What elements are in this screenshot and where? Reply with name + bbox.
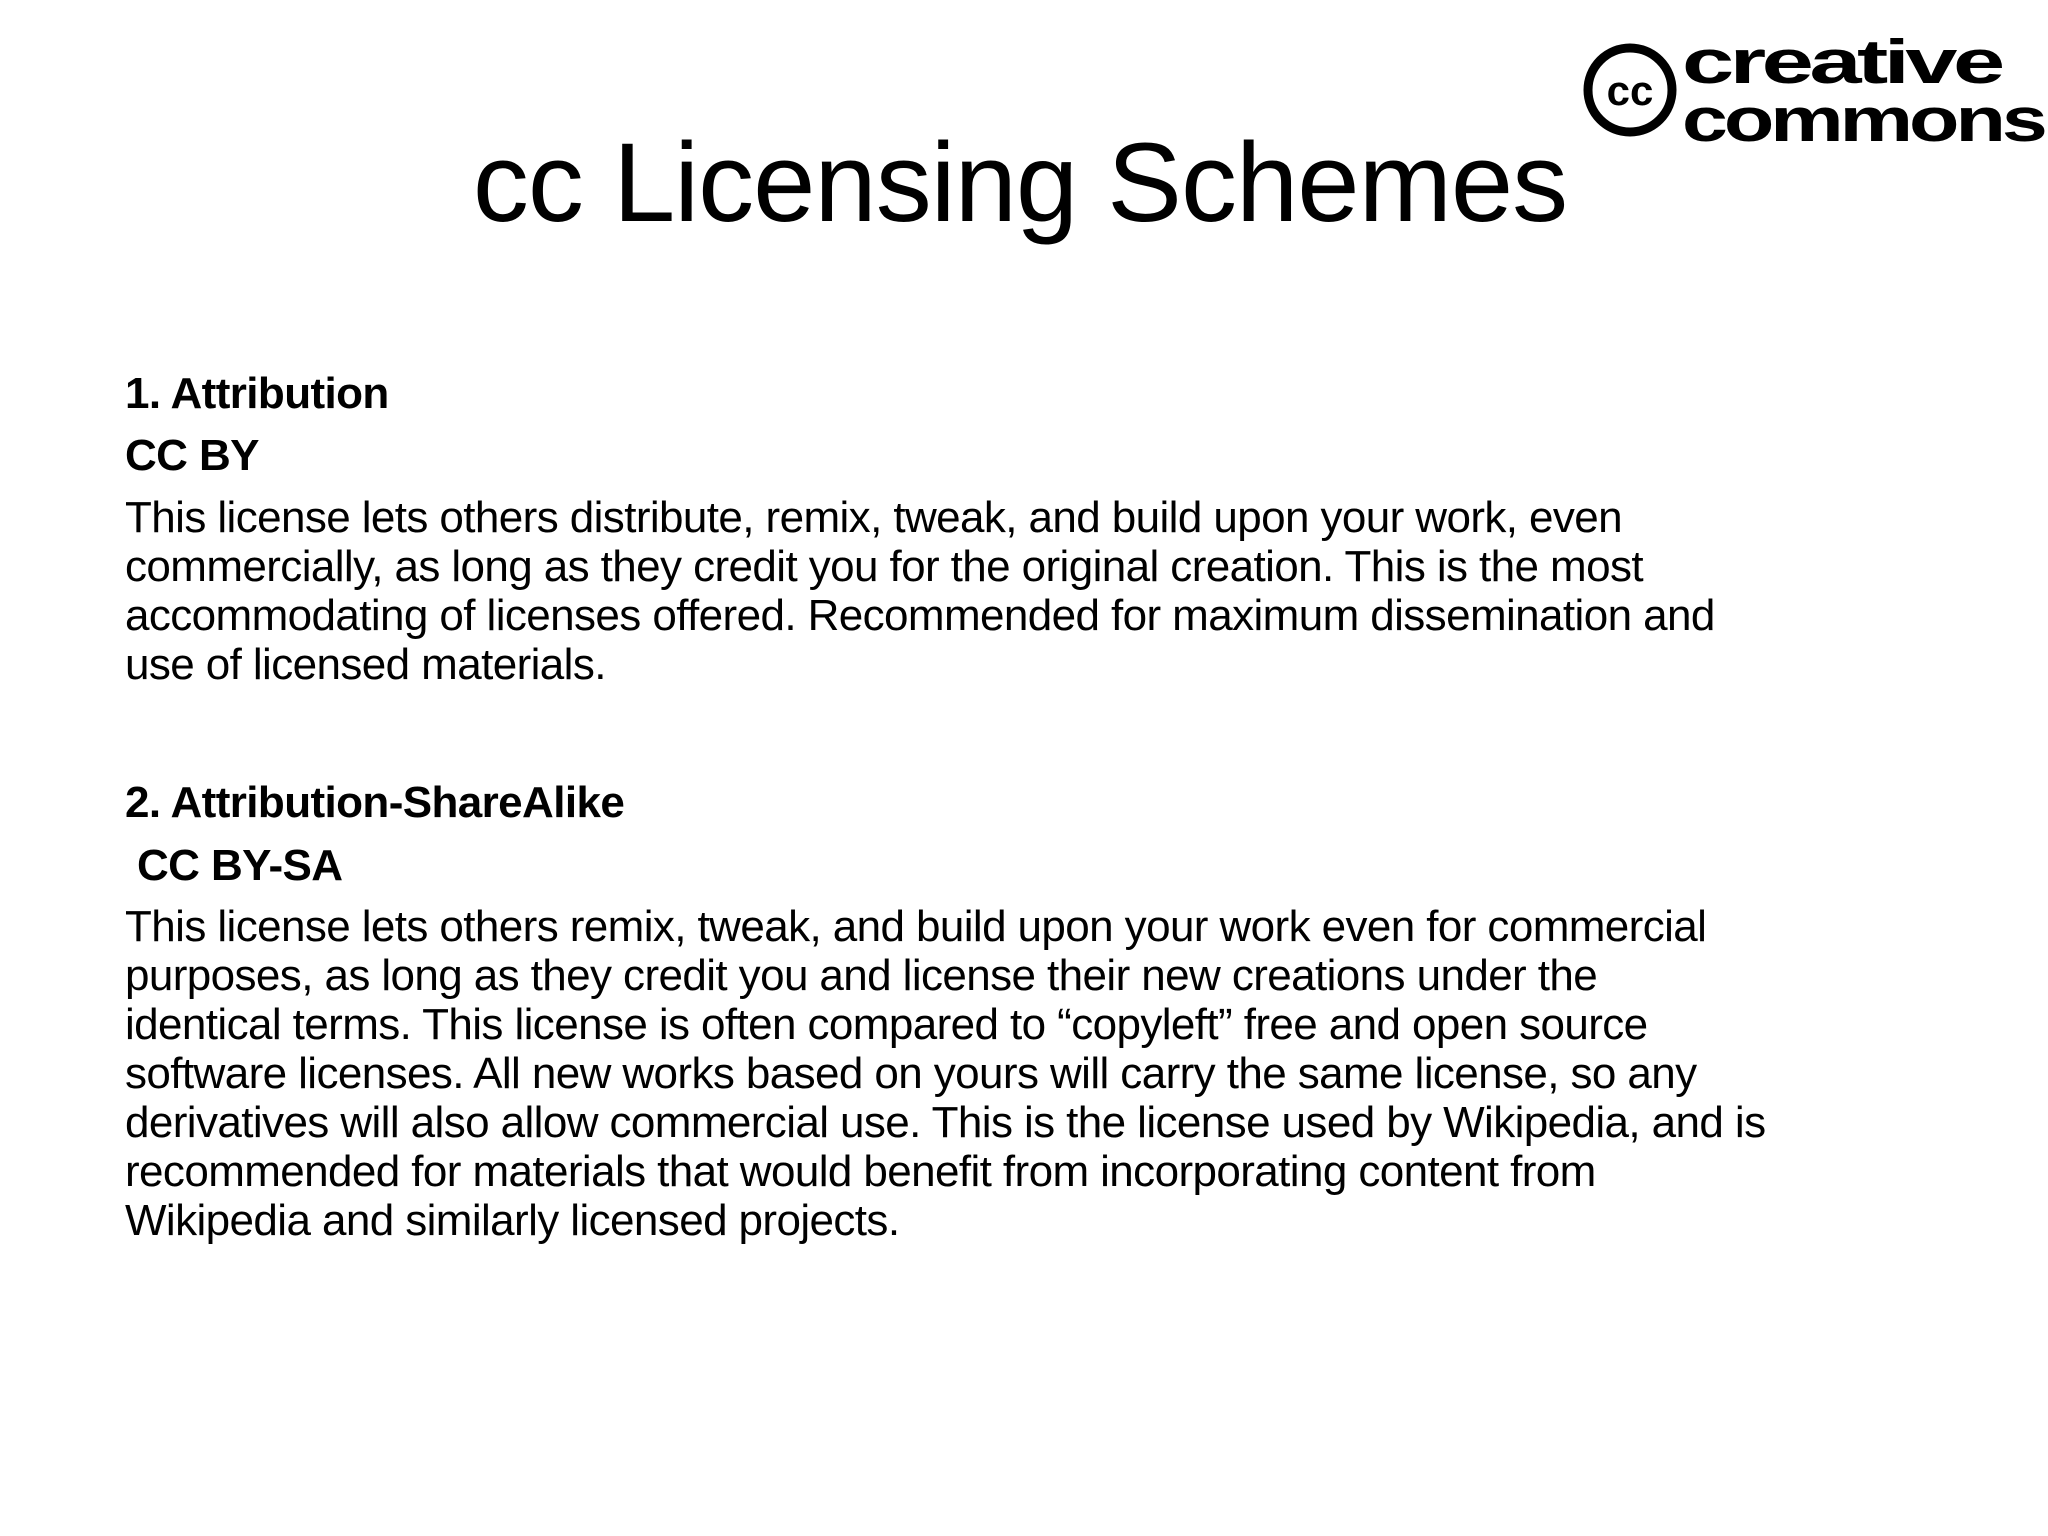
section-2-line: This license lets others remix, tweak, and build upon your work even for commercial	[125, 902, 1707, 951]
section-2-code: CC BY-SA	[137, 841, 343, 890]
section-1-heading: 1. Attribution	[125, 369, 389, 418]
section-1-line: commercially, as long as they credit you for the original creation. This is the most	[125, 542, 1643, 591]
section-1-line: accommodating of licenses offered. Recommended for maximum dissemination and	[125, 591, 1715, 640]
logo-commons: commons	[1682, 86, 2044, 155]
creative-commons-logo	[1582, 26, 2046, 155]
section-2-heading: 2. Attribution-ShareAlike	[125, 778, 625, 827]
section-2-line: derivatives will also allow commercial use. This is the license used by Wikipedia, and is	[125, 1098, 1766, 1147]
section-1-line: use of licensed materials.	[125, 640, 606, 689]
slide-title: cc Licensing Schemes	[472, 120, 1568, 245]
cc-mark: cc	[1606, 67, 1654, 114]
section-1-code: CC BY	[125, 431, 259, 480]
section-2-line: purposes, as long as they credit you and license their new creations under the	[125, 951, 1598, 1000]
section-2-line: software licenses. All new works based on yours will carry the same license, so any	[125, 1049, 1697, 1098]
section-2-line: identical terms. This license is often compared to “copyleft” free and open source	[125, 1000, 1648, 1049]
section-1-line: This license lets others distribute, remix, tweak, and build upon your work, even	[125, 493, 1623, 542]
logo-creative: creative	[1682, 28, 2001, 97]
section-2-line: Wikipedia and similarly licensed projects.	[125, 1196, 900, 1245]
section-2-line: recommended for materials that would benefit from incorporating content from	[125, 1147, 1596, 1196]
cc-circle-icon	[1582, 42, 1678, 138]
